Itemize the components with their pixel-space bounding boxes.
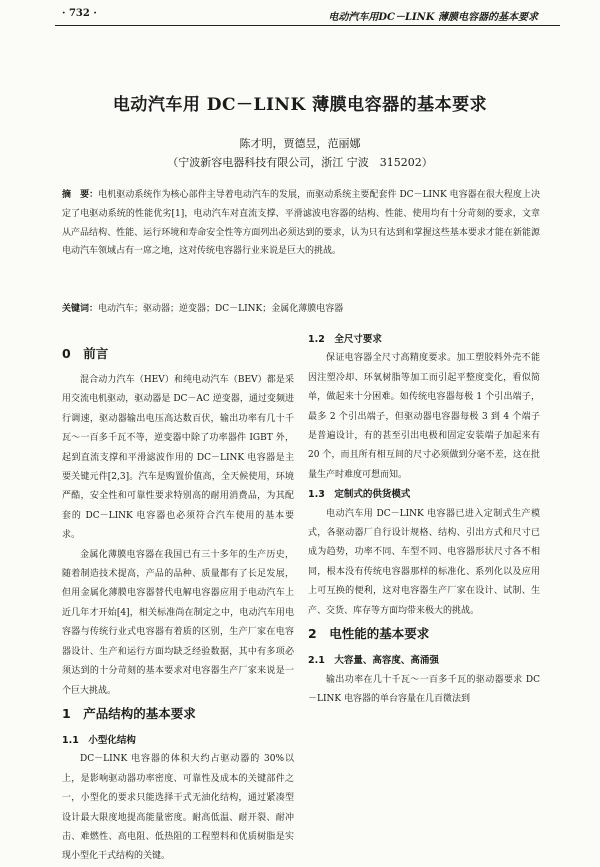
paper-affiliation: （宁波新容电器科技有限公司，浙江 宁波 315202） bbox=[167, 156, 433, 169]
section-0-paragraph-1: 混合动力汽车（HEV）和纯电动汽车（BEV）都是采用交流电机驱动，驱动器是 DC－AC 逆变器，通过变频进行调速，驱动器输出电压高达数百伏，输出功率有几十千瓦～一百多千瓦不等，逆变器中除了功率器件 IGBT 外，起到直流支撑和平滑滤波作用的 DC－LINK 电容器是主要关键元件[2,3]。汽车是购置价值高，全天候使用，环境严酷，安全性和可靠性要求特别高的耐用消费品，为其配套的 DC－LINK 电容器也必须符合汽车使用的基本要求。 bbox=[62, 375, 294, 541]
subsection-1-1-paragraph: DC－LINK 电容器的体积大约占驱动器的 30%以上，是影响驱动器功率密度、可靠性及成本的关键部件之一，小型化的要求只能选择干式无油化结构，通过紧凑型设计最大限度地提高能量密度。耐高低温、耐开裂、耐冲击、难燃性、高电阻、低热阻的工程塑料和优质树脂是实现小型化干式结构的关键。 bbox=[62, 754, 294, 862]
subsection-2-1-heading: 2.1 大容量、高容度、高涌强 bbox=[308, 655, 439, 667]
column-right bbox=[308, 330, 540, 709]
header-rule bbox=[55, 25, 560, 26]
paper-authors: 陈才明，贾德昱，范丽娜 bbox=[239, 137, 361, 150]
abstract-label: 摘 要： bbox=[62, 190, 99, 200]
running-head: 电动汽车用DC－LINK 薄膜电容器的基本要求 bbox=[328, 12, 538, 23]
section-0-heading: 0 前言 bbox=[62, 346, 109, 361]
subsection-2-1-paragraph: 输出功率在几十千瓦～一百多千瓦的驱动器要求 DC－LINK 电容器的单台容量在几百微法到 bbox=[308, 674, 540, 704]
page-header bbox=[0, 0, 600, 30]
abstract-text: 电机驱动系统作为核心部件主导着电动汽车的发展，而驱动系统主要配套件 DC－LINK 电容器在很大程度上决定了电驱动系统的性能优劣[1]，电动汽车对直流支撑、平滑滤波电容器的结构、性能、使用均有十分苛刻的要求，文章从产品结构、性能、运行环境和寿命安全性等方面列出必须达到的要求，认为只有达到和掌握这些基本要求才能在新能源电动汽车领域占有一席之地，这对传统电容器行业来说是巨大的挑战。 bbox=[62, 190, 540, 257]
subsection-1-2-heading: 1.2 全尺寸要求 bbox=[308, 334, 382, 345]
subsection-1-2-paragraph: 保证电容器全尺寸高精度要求。加工塑胶料外壳不能因注塑冷却、环氧树脂等加工而引起平整度变化，看似简单，做起来十分困难。如传统电容器每极 1 个引出端子，最多 2 个引出端子，但驱动器电容器每极 3 到 4 个端子是普遍设计，有的甚至引出电极和固定安装端子加起来有 20 个，而且所有相互间的尺寸必须做到分毫不差，这在批量生产时难度可想而知。 bbox=[308, 353, 540, 480]
subsection-1-3-heading: 1.3 定制式的供货模式 bbox=[308, 489, 411, 501]
section-1-heading: 1 产品结构的基本要求 bbox=[62, 705, 196, 721]
subsection-1-1-heading: 1.1 小型化结构 bbox=[62, 734, 136, 746]
keywords-text: 电动汽车；驱动器；逆变器；DC－LINK；金属化薄膜电容器 bbox=[98, 304, 344, 314]
keywords bbox=[62, 302, 540, 316]
keywords-label: 关键词： bbox=[62, 304, 99, 314]
abstract bbox=[62, 186, 540, 261]
subsection-1-3-paragraph: 电动汽车用 DC－LINK 电容器已进入定制式生产模式，各驱动器厂自行设计规格、结构、引出方式和尺寸已成为趋势，功率不同、车型不同、电容器形状尺寸各不相同，根本没有传统电容器那样的标准化、系列化以及应用上可互换的便利，这对电容器生产厂家在设计、试制、生产、交货、库存等方面均带来极大的挑战。 bbox=[308, 508, 540, 616]
page-number: · 732 · bbox=[62, 8, 97, 19]
section-0-paragraph-2: 金属化薄膜电容器在我国已有三十多年的生产历史，随着制造技术提高，产品的品种、质量都有了长足发展，但用金属化薄膜电容器替代电解电容器应用于电动汽车上近几年才开始[4]，相关标准尚在制定之中，电动汽车用电容器与传统行业式电容器有着质的区别，生产厂家在电容器设计、生产和运行方面均缺乏经验数据，其中有多项必须达到的十分苛刻的基本要求对电容器生产厂家来说是一个巨大挑战。 bbox=[62, 549, 294, 696]
column-left bbox=[62, 341, 294, 867]
section-2-heading: 2 电性能的基本要求 bbox=[308, 626, 430, 642]
paper-title: 电动汽车用 DC－LINK 薄膜电容器的基本要求 bbox=[112, 95, 488, 115]
